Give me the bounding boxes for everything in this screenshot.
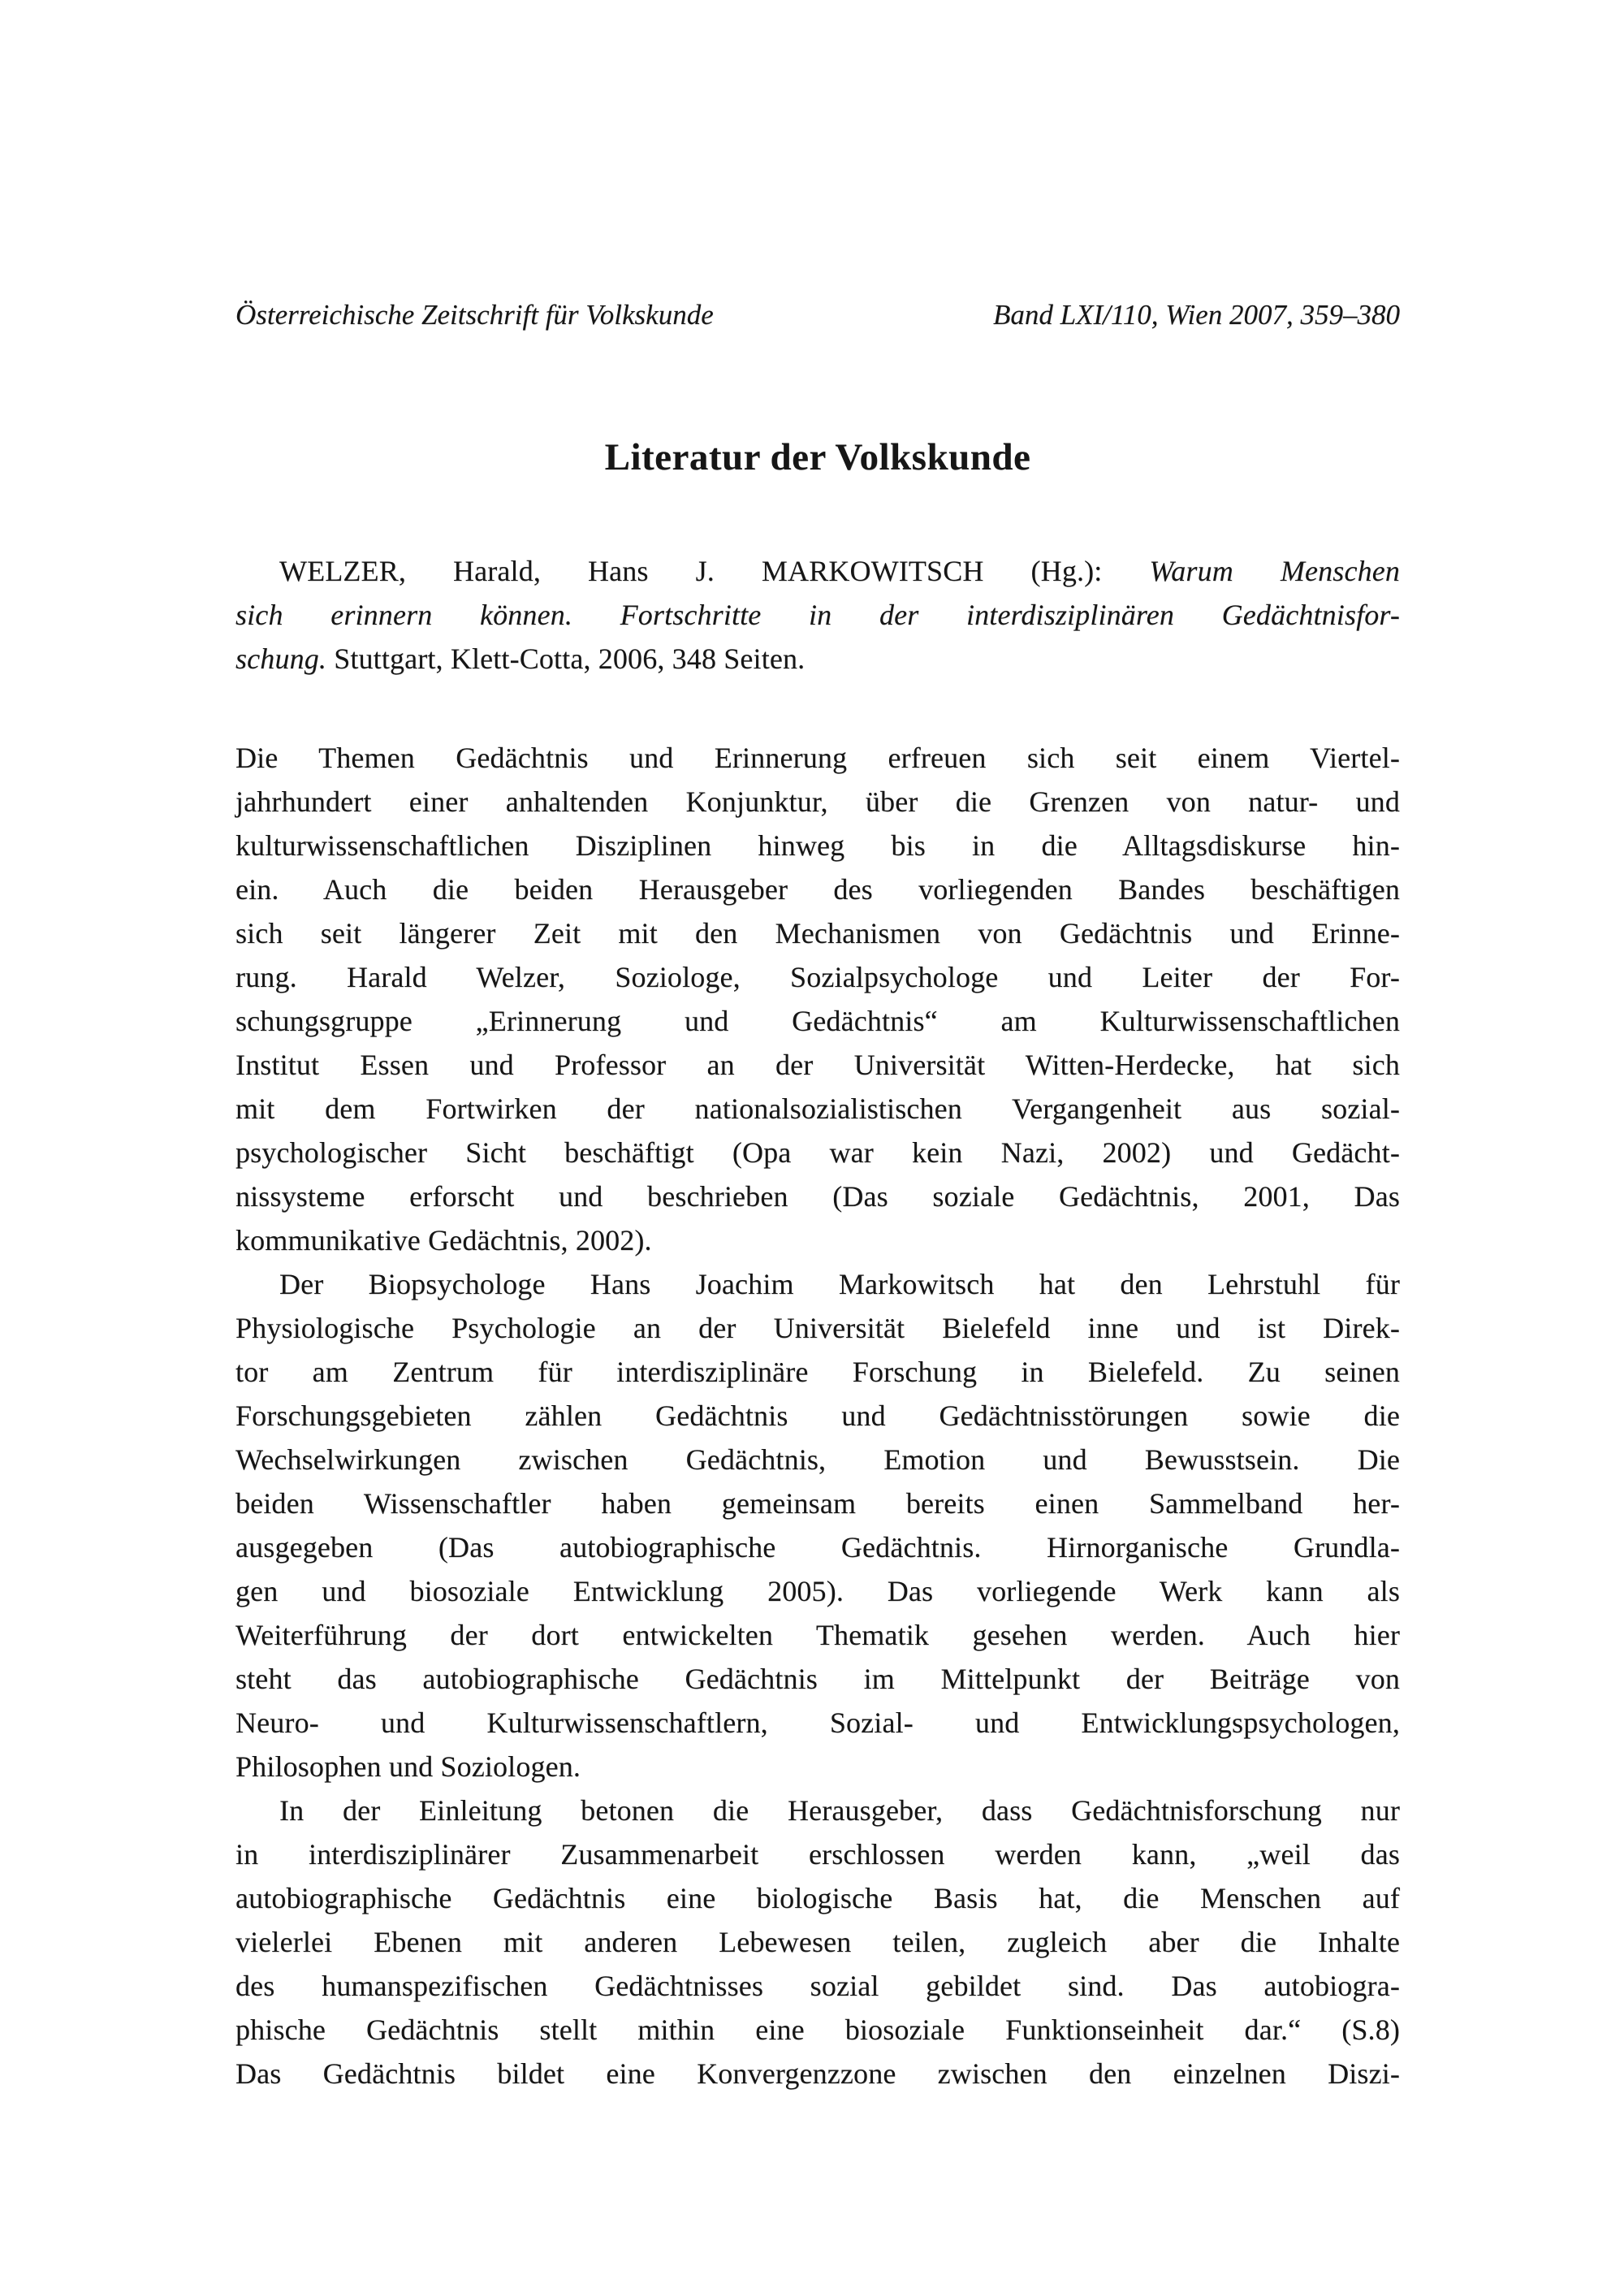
text-segment: WELZER, Harald, Hans J. MARKOWITSCH (Hg.): xyxy=(279,555,1150,587)
text-line xyxy=(235,999,1400,1043)
text-line xyxy=(235,1131,1400,1174)
text-segment: jahrhundert einer anhaltenden Konjunktur, über die Grenzen von natur- und xyxy=(235,785,1400,818)
text-line xyxy=(235,911,1400,955)
text-line xyxy=(235,1788,1400,1832)
text-segment: Philosophen und Soziologen. xyxy=(235,1750,581,1783)
text-line xyxy=(235,1964,1400,2008)
section-title: Literatur der Volkskunde xyxy=(604,436,1031,478)
text-segment: kulturwissenschaftlichen Disziplinen hinweg bis in die Alltagsdiskurse hin- xyxy=(235,829,1400,862)
text-segment: sich seit längerer Zeit mit den Mechanismen von Gedächtnis und Erinne- xyxy=(235,917,1400,949)
text-line xyxy=(235,867,1400,911)
text-segment: Institut Essen und Professor an der Universität Witten-Herdecke, hat sich xyxy=(235,1049,1400,1081)
text-line xyxy=(235,1087,1400,1131)
text-segment: Das Gedächtnis bildet eine Konvergenzzone zwischen den einzelnen Diszi- xyxy=(235,2057,1400,2090)
text-segment: Neuro- und Kulturwissenschaftlern, Sozial- und Entwicklungspsychologen, xyxy=(235,1706,1400,1739)
text-line xyxy=(235,1438,1400,1481)
journal-title: Österreichische Zeitschrift für Volkskunde xyxy=(235,299,714,331)
text-segment: tor am Zentrum für interdisziplinäre Forschung in Bielefeld. Zu seinen xyxy=(235,1356,1400,1388)
text-line xyxy=(235,1306,1400,1350)
text-line xyxy=(235,1350,1400,1394)
text-segment: Physiologische Psychologie an der Universität Bielefeld inne und ist Direk- xyxy=(235,1312,1400,1344)
text-segment: nissysteme erforscht und beschrieben (Das soziale Gedächtnis, 2001, Das xyxy=(235,1180,1400,1213)
text-line xyxy=(235,824,1400,867)
text-segment: kommunikative Gedächtnis, 2002). xyxy=(235,1224,652,1256)
text-line xyxy=(235,1043,1400,1087)
text-line xyxy=(235,955,1400,999)
text-line xyxy=(235,593,1400,637)
text-segment: in interdisziplinärer Zusammenarbeit erschlossen werden kann, „weil das xyxy=(235,1838,1400,1871)
text-line xyxy=(235,1745,1400,1788)
text-segment: In der Einleitung betonen die Herausgeber, dass Gedächtnisforschung nur xyxy=(279,1794,1400,1827)
text-segment: phische Gedächtnis stellt mithin eine biosoziale Funktionseinheit dar.“ (S.8) xyxy=(235,2013,1400,2046)
text-line xyxy=(235,2008,1400,2052)
text-segment: mit dem Fortwirken der nationalsozialistischen Vergangenheit aus sozial- xyxy=(235,1092,1400,1125)
text-segment: ausgegeben (Das autobiographische Gedächtnis. Hirnorganische Grundla- xyxy=(235,1531,1400,1564)
text-line xyxy=(235,780,1400,824)
text-line xyxy=(235,549,1400,593)
text-line xyxy=(235,637,1400,681)
text-line xyxy=(235,1832,1400,1876)
review-text xyxy=(235,736,1400,2096)
page-header xyxy=(235,299,1400,331)
text-line xyxy=(235,1218,1400,1262)
text-segment: des humanspezifischen Gedächtnisses sozial gebildet sind. Das autobiogra- xyxy=(235,1970,1400,2002)
text-line xyxy=(235,1701,1400,1745)
text-segment: ein. Auch die beiden Herausgeber des vorliegenden Bandes beschäftigen xyxy=(235,873,1400,906)
text-line xyxy=(235,1174,1400,1218)
text-line xyxy=(235,1569,1400,1613)
text-line xyxy=(235,1920,1400,1964)
text-segment: vielerlei Ebenen mit anderen Lebewesen teilen, zugleich aber die Inhalte xyxy=(235,1926,1400,1958)
italic-text-segment: Warum Menschen xyxy=(1149,555,1400,587)
text-segment: gen und biosoziale Entwicklung 2005). Das vorliegende Werk kann als xyxy=(235,1575,1400,1607)
book-citation xyxy=(235,549,1400,681)
text-line xyxy=(235,1525,1400,1569)
text-segment: schungsgruppe „Erinnerung und Gedächtnis“ am Kulturwissenschaftlichen xyxy=(235,1005,1400,1037)
text-line xyxy=(235,1394,1400,1438)
italic-text-segment: sich erinnern können. Fortschritte in der interdisziplinären Gedächtnisfor- xyxy=(235,599,1400,631)
text-line xyxy=(235,1262,1400,1306)
text-line xyxy=(235,1613,1400,1657)
text-line xyxy=(235,736,1400,780)
text-segment: Weiterführung der dort entwickelten Thematik gesehen werden. Auch hier xyxy=(235,1619,1400,1651)
text-segment: Forschungsgebieten zählen Gedächtnis und Gedächtnisstörungen sowie die xyxy=(235,1399,1400,1432)
text-line xyxy=(235,2052,1400,2096)
text-segment: beiden Wissenschaftler haben gemeinsam bereits einen Sammelband her- xyxy=(235,1487,1400,1520)
italic-text-segment: schung. xyxy=(235,642,327,675)
text-segment: Wechselwirkungen zwischen Gedächtnis, Emotion und Bewusstsein. Die xyxy=(235,1443,1400,1476)
text-segment: psychologischer Sicht beschäftigt (Opa war kein Nazi, 2002) und Gedächt- xyxy=(235,1136,1400,1169)
text-line xyxy=(235,1876,1400,1920)
text-segment: rung. Harald Welzer, Soziologe, Sozialpsychologe und Leiter der For- xyxy=(235,961,1400,993)
text-segment: Die Themen Gedächtnis und Erinnerung erfreuen sich seit einem Viertel- xyxy=(235,742,1400,774)
text-segment: Stuttgart, Klett-Cotta, 2006, 348 Seiten. xyxy=(326,642,806,675)
text-line xyxy=(235,1657,1400,1701)
text-segment: Der Biopsychologe Hans Joachim Markowitsch hat den Lehrstuhl für xyxy=(279,1268,1400,1300)
text-line xyxy=(235,1481,1400,1525)
text-segment: autobiographische Gedächtnis eine biologische Basis hat, die Menschen auf xyxy=(235,1882,1400,1914)
volume-info: Band LXI/110, Wien 2007, 359–380 xyxy=(993,299,1400,331)
text-segment: steht das autobiographische Gedächtnis im Mittelpunkt der Beiträge von xyxy=(235,1663,1400,1695)
